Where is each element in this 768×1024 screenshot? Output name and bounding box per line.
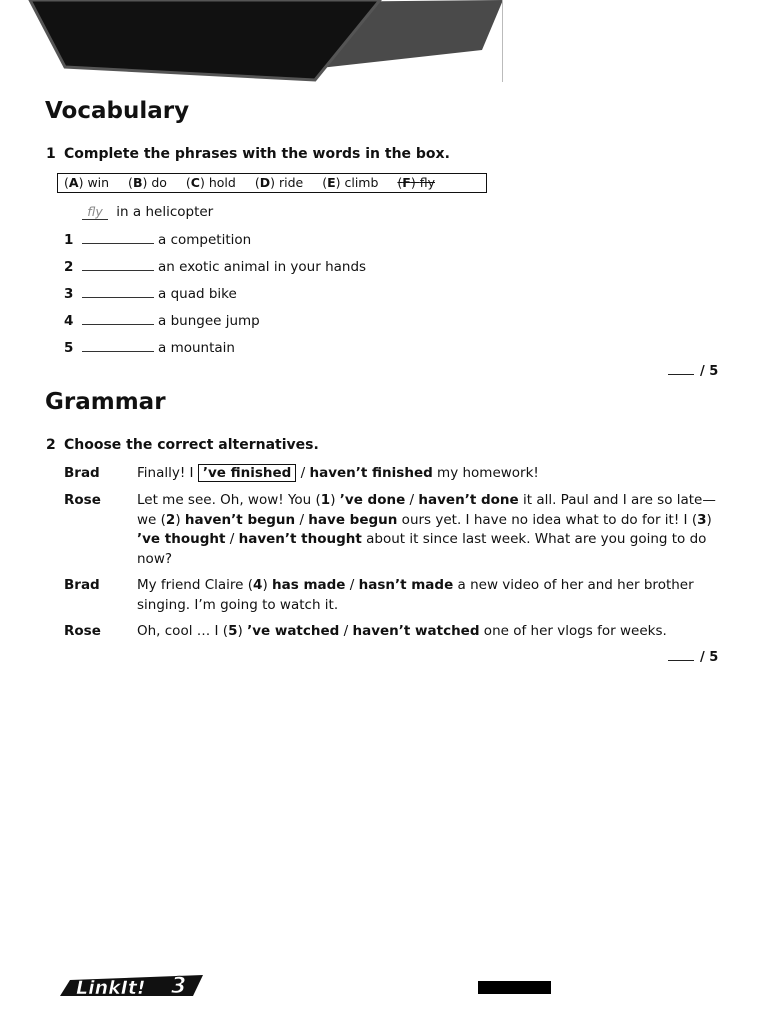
question-instruction: Choose the correct alternatives. (64, 437, 319, 453)
list-item: 5 a mountain (64, 340, 235, 356)
alternative-option[interactable]: haven’t thought (238, 531, 362, 547)
word-box-item: (B) do (128, 175, 167, 190)
phrase-text: in a helicopter (116, 204, 214, 220)
alternative-option[interactable]: ’ve thought (137, 531, 226, 547)
speaker-name: Rose (64, 623, 101, 639)
alternative-option[interactable]: ’ve watched (247, 623, 340, 639)
section-heading-grammar: Grammar (45, 389, 166, 415)
answer-blank[interactable] (82, 312, 154, 325)
word-box-item: (C) hold (185, 175, 236, 190)
dialogue-line: Rose Oh, cool … I (5) ’ve watched / haven’t watched one of her vlogs for weeks. (64, 622, 724, 642)
header-banner (0, 0, 768, 90)
word-box-item-used: (F) fly (397, 175, 435, 190)
answer-blank[interactable] (82, 339, 154, 352)
list-item: 1 a competition (64, 232, 252, 248)
list-item: 3 a quad bike (64, 286, 237, 302)
svg-text:LinkIt!: LinkIt! (76, 977, 146, 999)
question-1-title (46, 146, 450, 162)
speaker-name: Rose (64, 492, 101, 508)
score-blank[interactable] (668, 364, 694, 375)
alternative-option[interactable]: hasn’t made (358, 577, 454, 593)
word-box-item: (A) win (64, 175, 110, 190)
score-grammar: / 5 (668, 650, 718, 665)
alternative-option[interactable]: haven’t watched (352, 623, 480, 639)
alternative-option[interactable]: haven’t begun (184, 511, 296, 528)
answer-blank[interactable] (82, 285, 154, 298)
answer-blank[interactable] (82, 258, 154, 271)
list-item: 4 a bungee jump (64, 313, 260, 329)
speaker-name: Brad (64, 577, 100, 593)
question-2-title (46, 437, 319, 453)
question-number: 1 (46, 146, 56, 162)
list-item: 2 an exotic animal in your hands (64, 259, 367, 275)
question-number: 2 (46, 437, 56, 453)
dialogue-line: Rose Let me see. Oh, wow! You (1) ’ve done / haven’t done it all. Paul and I are so late—we (2) haven’t begun / have begun ours yet. I have no idea what to do for it! I (3) ’ve thought / haven’t thought about it since last week. What are you going to do now? (64, 492, 716, 567)
answer-blank[interactable] (82, 231, 154, 244)
word-box-item: (D) ride (254, 175, 304, 190)
question-instruction: Complete the phrases with the words in the box. (64, 146, 450, 162)
section-heading-vocabulary: Vocabulary (45, 98, 190, 124)
footer-bar (478, 981, 551, 994)
alternative-option[interactable]: haven’t done (418, 492, 519, 508)
header-divider (502, 0, 503, 82)
dialogue-line: Brad Finally! I ’ve finished / haven’t finished my homework! (64, 464, 724, 484)
example-answer: fly (82, 204, 108, 220)
svg-text:3: 3 (171, 974, 187, 999)
linkit-logo (58, 970, 208, 1000)
dialogue-line: Brad My friend Claire (4) has made / hasn’t made a new video of her and her brother singing. I’m going to watch it. (64, 577, 694, 613)
score-vocabulary: / 5 (668, 364, 718, 379)
example-item (82, 204, 213, 220)
example-answer-boxed: ’ve finished (198, 464, 297, 482)
alternative-option[interactable]: ’ve done (339, 492, 406, 508)
word-box-item: (E) climb (322, 175, 379, 190)
alternative-option[interactable]: have begun (308, 511, 398, 528)
score-blank[interactable] (668, 650, 694, 661)
speaker-name: Brad (64, 465, 100, 481)
word-box (57, 173, 487, 193)
alternative-option[interactable]: has made (272, 577, 346, 593)
